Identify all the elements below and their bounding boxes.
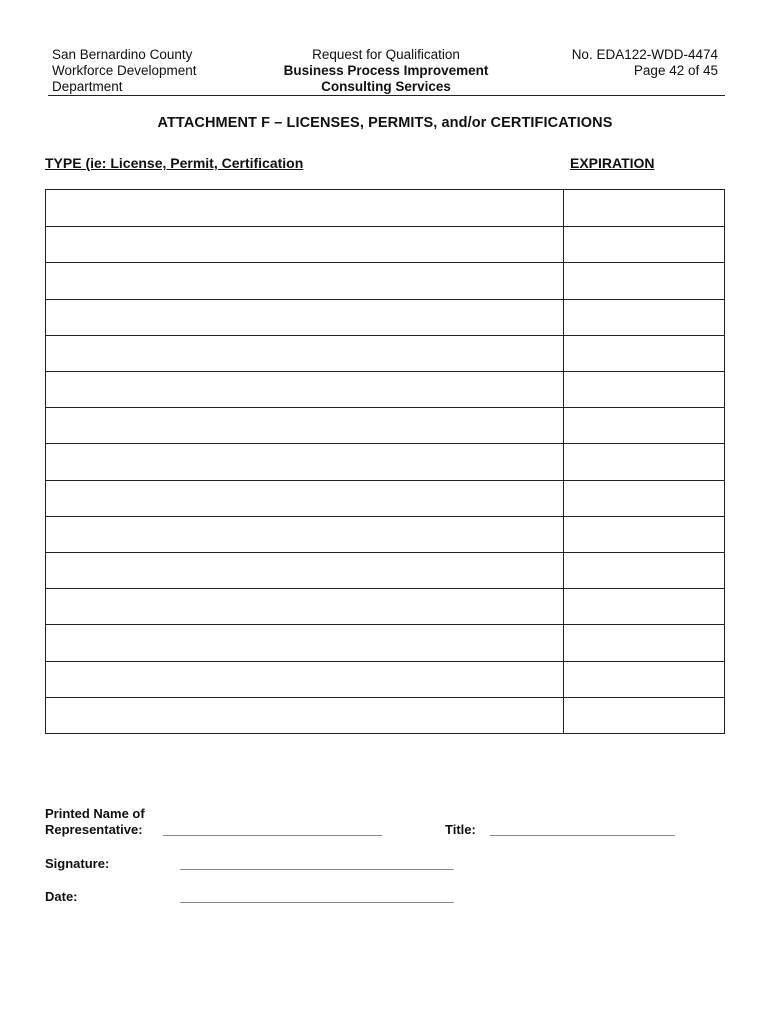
printed-name-label-line-1: Printed Name of xyxy=(45,806,145,821)
type-cell[interactable] xyxy=(46,517,561,553)
table-row xyxy=(46,516,724,553)
expiration-cell[interactable] xyxy=(563,336,724,372)
header-document-number: No. EDA122-WDD-4474 xyxy=(571,47,718,62)
header-divider xyxy=(48,95,725,96)
table-row xyxy=(46,624,724,661)
expiration-cell[interactable] xyxy=(563,190,724,226)
expiration-cell[interactable] xyxy=(563,227,724,263)
type-cell[interactable] xyxy=(46,698,561,734)
date-field[interactable]: ________________________________________ xyxy=(180,889,454,904)
type-cell[interactable] xyxy=(46,625,561,661)
type-cell[interactable] xyxy=(46,589,561,625)
header-document-info xyxy=(520,47,718,79)
table-row xyxy=(46,335,724,372)
table-row xyxy=(46,226,724,263)
type-cell[interactable] xyxy=(46,444,561,480)
expiration-cell[interactable] xyxy=(563,662,724,698)
licenses-table xyxy=(45,189,725,734)
signature-label: Signature: xyxy=(45,856,110,871)
expiration-cell[interactable] xyxy=(563,263,724,299)
type-cell[interactable] xyxy=(46,190,561,226)
header-project xyxy=(260,47,512,95)
expiration-cell[interactable] xyxy=(563,625,724,661)
expiration-cell[interactable] xyxy=(563,481,724,517)
title-label: Title: xyxy=(445,822,476,837)
type-cell[interactable] xyxy=(46,263,561,299)
table-row xyxy=(46,661,724,698)
type-cell[interactable] xyxy=(46,372,561,408)
expiration-cell[interactable] xyxy=(563,444,724,480)
expiration-cell[interactable] xyxy=(563,589,724,625)
type-cell[interactable] xyxy=(46,553,561,589)
type-cell[interactable] xyxy=(46,481,561,517)
expiration-cell[interactable] xyxy=(563,408,724,444)
header-organization xyxy=(52,47,272,95)
header-page-number: Page 42 of 45 xyxy=(633,63,718,78)
column-heading-type: TYPE (ie: License, Permit, Certification xyxy=(45,155,304,171)
type-cell[interactable] xyxy=(46,336,561,372)
printed-name-label-line-2: Representative: xyxy=(45,822,143,837)
signature-field[interactable]: ________________________________________ xyxy=(180,856,454,871)
printed-name-field[interactable]: ________________________________ xyxy=(163,822,382,837)
expiration-cell[interactable] xyxy=(563,300,724,336)
type-cell[interactable] xyxy=(46,227,561,263)
table-row xyxy=(46,190,724,226)
printed-name-label xyxy=(45,806,145,838)
type-cell[interactable] xyxy=(46,408,561,444)
table-row xyxy=(46,371,724,408)
header-org-line-1: San Bernardino County xyxy=(52,47,193,62)
header-org-line-2: Workforce Development xyxy=(52,63,197,78)
table-row xyxy=(46,443,724,480)
expiration-cell[interactable] xyxy=(563,517,724,553)
expiration-cell[interactable] xyxy=(563,553,724,589)
type-cell[interactable] xyxy=(46,662,561,698)
column-heading-expiration: EXPIRATION xyxy=(570,155,655,171)
table-row xyxy=(46,480,724,517)
table-row xyxy=(46,262,724,299)
expiration-cell[interactable] xyxy=(563,372,724,408)
table-row xyxy=(46,552,724,589)
header-project-line-3: Consulting Services xyxy=(321,79,451,94)
header-project-line-1: Request for Qualification xyxy=(312,47,460,62)
title-field[interactable]: ___________________________ xyxy=(490,822,675,837)
attachment-title: ATTACHMENT F – LICENSES, PERMITS, and/or CERTIFICATIONS xyxy=(157,115,613,131)
table-row xyxy=(46,407,724,444)
table-row xyxy=(46,299,724,336)
header-org-line-3: Department xyxy=(52,79,123,94)
header-project-line-2: Business Process Improvement xyxy=(283,63,489,78)
type-cell[interactable] xyxy=(46,300,561,336)
table-row xyxy=(46,697,724,734)
expiration-cell[interactable] xyxy=(563,698,724,734)
table-row xyxy=(46,588,724,625)
date-label: Date: xyxy=(45,889,78,904)
